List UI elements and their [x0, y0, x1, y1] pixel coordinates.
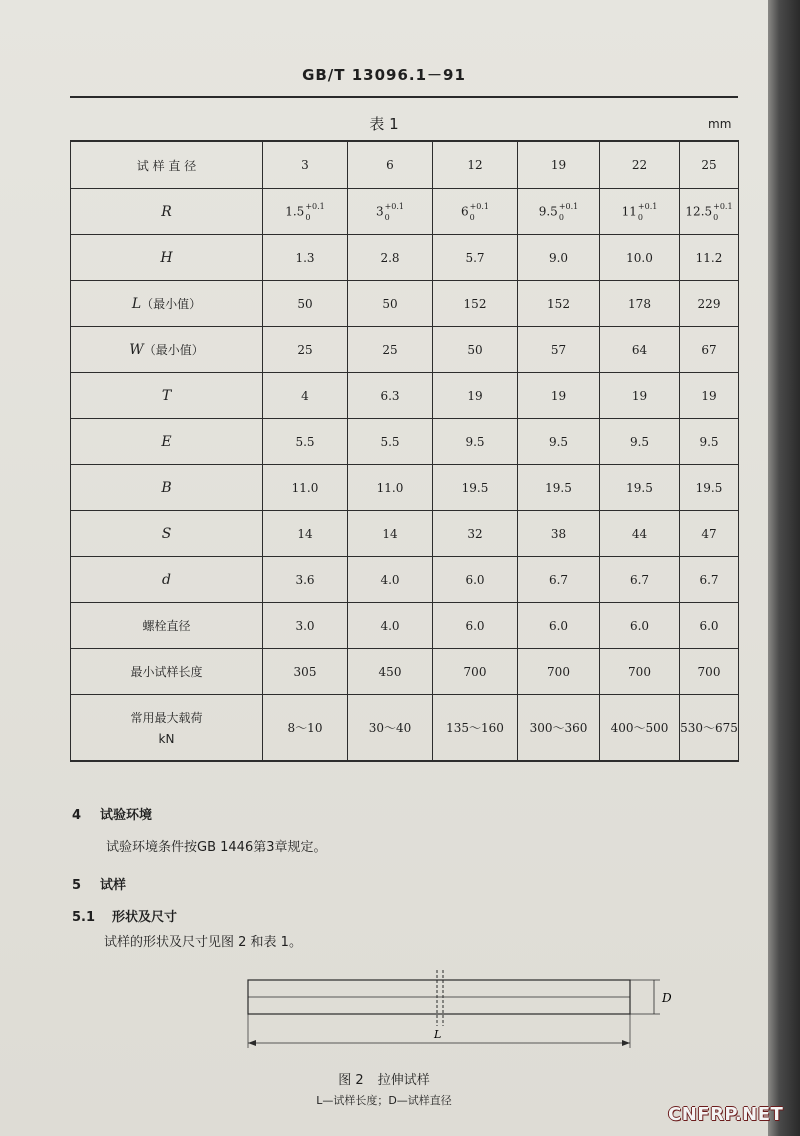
table-cell: 530～675: [680, 695, 739, 762]
section-title: 试验环境: [100, 808, 153, 823]
table-cell: [680, 189, 739, 235]
table-cell: 300～360: [518, 695, 600, 762]
table-cell: 57: [518, 327, 600, 373]
row-symbol: W: [129, 342, 144, 358]
length-label: L: [434, 1028, 442, 1041]
cell-base-value: 1.5: [285, 204, 305, 218]
section-number: 4: [72, 808, 82, 823]
table-row-max-load: [71, 695, 739, 762]
tolerance-lower: 0: [713, 212, 719, 222]
table-cell: 9.0: [518, 235, 600, 281]
row-label-cell: [71, 327, 263, 373]
table-cell: 38: [518, 511, 600, 557]
header-rule: [70, 96, 738, 98]
section-5-heading: [72, 874, 126, 893]
row-unit-text: kN: [158, 732, 175, 746]
table-cell: 19: [518, 373, 600, 419]
table-cell: 19.5: [433, 465, 518, 511]
book-binding-shadow: [768, 0, 800, 1136]
table-cell: 3.6: [263, 557, 348, 603]
tolerance-lower: 0: [637, 212, 644, 222]
row-label-cell: [71, 281, 263, 327]
tolerance-upper: +0.1: [637, 201, 658, 211]
table-cell: 178: [600, 281, 680, 327]
tolerance-upper: +0.1: [384, 201, 405, 211]
table-cell: 8～10: [263, 695, 348, 762]
tolerance: [385, 201, 404, 223]
table-row-bolt-diameter: [71, 603, 739, 649]
table-cell: 700: [518, 649, 600, 695]
table-cell: 44: [600, 511, 680, 557]
table-cell: 14: [263, 511, 348, 557]
length-arrow-left: [248, 1040, 256, 1046]
table-row: [71, 465, 739, 511]
diameter-label: D: [662, 991, 672, 1005]
tolerance-lower: 0: [558, 212, 564, 222]
table-cell: 6.0: [433, 603, 518, 649]
table-cell: 11.0: [348, 465, 433, 511]
row-label-cell: [71, 235, 263, 281]
table-unit: mm: [708, 117, 732, 131]
tolerance-lower: 0: [305, 212, 311, 222]
row-suffix: （最小值）: [143, 343, 204, 357]
table-cell: 700: [600, 649, 680, 695]
table-cell: 229: [680, 281, 739, 327]
section-number: 5: [72, 878, 82, 893]
table-cell: 11.2: [680, 235, 739, 281]
cell-base-value: 9.5: [538, 204, 558, 218]
table-cell: 19: [433, 373, 518, 419]
table-row: [71, 419, 739, 465]
table-cell: 64: [600, 327, 680, 373]
row-label-cell: [71, 373, 263, 419]
table-cell: 6.0: [433, 557, 518, 603]
table-cell: 6.3: [348, 373, 433, 419]
table-cell: [433, 189, 518, 235]
tolerance: [470, 201, 489, 223]
table-header-row: [71, 141, 739, 189]
row-label-cell: 螺栓直径: [71, 603, 263, 649]
table-cell: 19.5: [600, 465, 680, 511]
table-cell: 135～160: [433, 695, 518, 762]
table-cell: 152: [518, 281, 600, 327]
row-symbol: d: [162, 571, 171, 588]
diameter-header-cell: 3: [263, 141, 348, 189]
tolerance: [305, 201, 324, 223]
table-cell: 19.5: [680, 465, 739, 511]
row-symbol: L: [131, 296, 142, 312]
table-cell: 47: [680, 511, 739, 557]
table-row: [71, 373, 739, 419]
diameter-header-cell: 6: [348, 141, 433, 189]
table-cell: 400～500: [600, 695, 680, 762]
site-watermark: CNFRP.NET: [668, 1104, 784, 1125]
table-cell: 2.8: [348, 235, 433, 281]
tolerance-lower: 0: [469, 212, 475, 222]
cell-base-value: 6: [460, 204, 469, 218]
tolerance-upper: +0.1: [305, 201, 325, 211]
table-cell: 50: [348, 281, 433, 327]
table-cell: [518, 189, 600, 235]
table-cell: 4.0: [348, 603, 433, 649]
table-cell: 50: [433, 327, 518, 373]
table-row: [71, 235, 739, 281]
table-cell: 700: [680, 649, 739, 695]
row-symbol: H: [160, 249, 173, 266]
tolerance-lower: 0: [384, 212, 390, 222]
diameter-header-cell: 22: [600, 141, 680, 189]
diameter-header-cell: 12: [433, 141, 518, 189]
row-symbol: S: [161, 525, 172, 542]
figure-title: 拉伸试样: [377, 1073, 430, 1088]
section-number: 5.1: [72, 910, 96, 925]
section-4-heading: [72, 804, 152, 823]
section-5-1-heading: [72, 906, 177, 925]
standard-number: GB/T 13096.1－91: [302, 66, 466, 84]
row-symbol: R: [161, 203, 172, 220]
tolerance: [559, 201, 578, 223]
table-cell: 152: [433, 281, 518, 327]
table-cell: 9.5: [680, 419, 739, 465]
figure-legend: L—试样长度；D—试样直径: [316, 1094, 452, 1107]
section-title: 形状及尺寸: [112, 910, 178, 925]
row-label-cell: 最小试样长度: [71, 649, 263, 695]
section-4-text: 试验环境条件按GB 1446第3章规定。: [106, 840, 327, 855]
row-symbol: E: [161, 433, 172, 450]
table-row-min-length: [71, 649, 739, 695]
table-cell: 450: [348, 649, 433, 695]
tolerance: [713, 201, 732, 223]
table-cell: 5.5: [263, 419, 348, 465]
table-cell: 6.7: [518, 557, 600, 603]
table-cell: 3.0: [263, 603, 348, 649]
table-cell: 10.0: [600, 235, 680, 281]
table-cell: 19: [600, 373, 680, 419]
tolerance-upper: +0.1: [469, 201, 490, 211]
table-cell: 50: [263, 281, 348, 327]
table-row: [71, 281, 739, 327]
tolerance-upper: +0.1: [713, 201, 733, 211]
header-label-cell: 试 样 直 径: [71, 141, 263, 189]
row-label-cell: [71, 557, 263, 603]
section-title: 试样: [100, 878, 127, 893]
row-label-cell: [71, 419, 263, 465]
table-row: [71, 557, 739, 603]
table-cell: 5.7: [433, 235, 518, 281]
table-cell: 9.5: [600, 419, 680, 465]
row-label-cell: [71, 189, 263, 235]
table-row-R: [71, 189, 739, 235]
table-cell: 700: [433, 649, 518, 695]
cell-base-value: 11: [621, 204, 637, 218]
table-cell: [348, 189, 433, 235]
table-cell: 67: [680, 327, 739, 373]
length-arrow-right: [622, 1040, 630, 1046]
cell-base-value: 12.5: [685, 204, 713, 218]
table-cell: 9.5: [518, 419, 600, 465]
table-cell: 6.0: [680, 603, 739, 649]
row-symbol: T: [161, 387, 172, 404]
row-label-cell: [71, 465, 263, 511]
table-row: [71, 511, 739, 557]
table-row: [71, 327, 739, 373]
section-5-1-text: 试样的形状及尺寸见图 2 和表 1。: [104, 935, 302, 950]
table-cell: 5.5: [348, 419, 433, 465]
table-cell: 11.0: [263, 465, 348, 511]
table-cell: 25: [348, 327, 433, 373]
table-cell: 30～40: [348, 695, 433, 762]
figure-caption: [0, 1069, 768, 1088]
table-cell: 19: [680, 373, 739, 419]
table-cell: [600, 189, 680, 235]
diameter-header-cell: 25: [680, 141, 739, 189]
row-suffix: （最小值）: [141, 297, 202, 311]
diameter-header-cell: 19: [518, 141, 600, 189]
table-cell: 6.0: [518, 603, 600, 649]
table-cell: 6.7: [680, 557, 739, 603]
table-cell: 19.5: [518, 465, 600, 511]
table-cell: 6.7: [600, 557, 680, 603]
row-symbol: B: [161, 479, 172, 496]
table-cell: 32: [433, 511, 518, 557]
tolerance: [638, 201, 657, 223]
table-cell: 4: [263, 373, 348, 419]
figure-number: 图 2: [338, 1073, 364, 1088]
table-cell: 9.5: [433, 419, 518, 465]
table-cell: 4.0: [348, 557, 433, 603]
table-cell: 14: [348, 511, 433, 557]
row-label-cell: [71, 695, 263, 762]
table-cell: [263, 189, 348, 235]
row-label-cell: [71, 511, 263, 557]
specimen-dimension-table: [70, 140, 739, 762]
table-cell: 1.3: [263, 235, 348, 281]
tensile-specimen-figure: [238, 966, 678, 1056]
tolerance-upper: +0.1: [558, 201, 579, 211]
cell-base-value: 3: [375, 204, 384, 218]
table-cell: 6.0: [600, 603, 680, 649]
table-cell: 305: [263, 649, 348, 695]
table-cell: 25: [263, 327, 348, 373]
table-caption: 表 1: [369, 115, 399, 133]
row-label-text: 常用最大载荷: [130, 711, 203, 725]
